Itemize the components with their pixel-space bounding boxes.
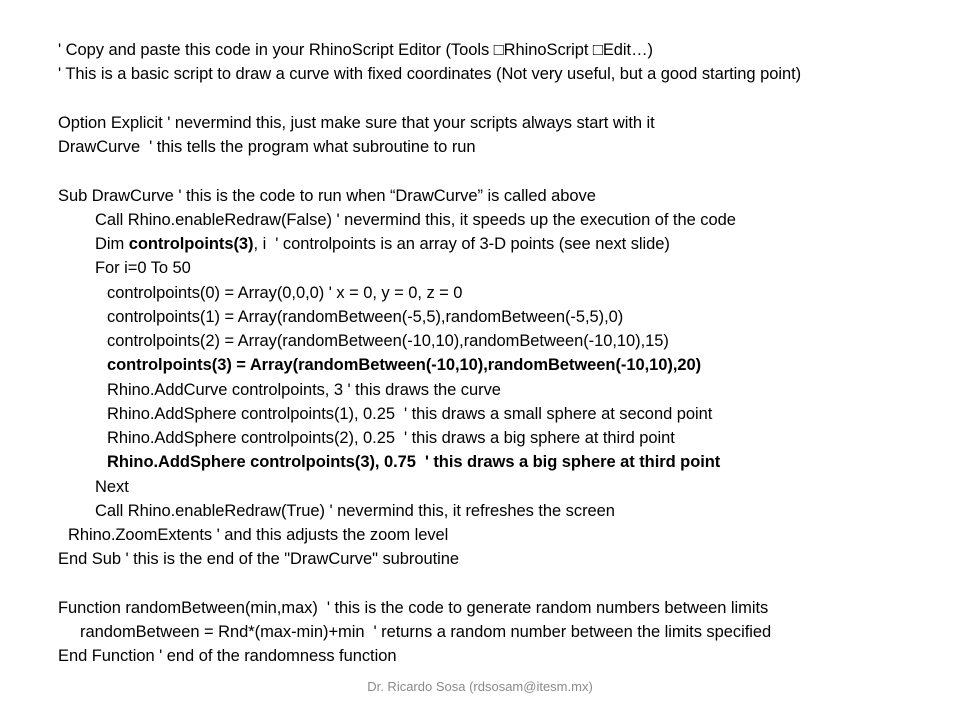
- code-line: Sub DrawCurve ' this is the code to run when “DrawCurve” is called above: [58, 186, 596, 205]
- code-line: Rhino.AddCurve controlpoints, 3 ' this draws the curve: [107, 380, 501, 399]
- code-line: Option Explicit ' nevermind this, just make sure that your scripts always start with it: [58, 113, 655, 132]
- code-line: Rhino.ZoomExtents ' and this adjusts the zoom level: [68, 526, 449, 544]
- code-line: controlpoints(1) = Array(randomBetween(-5,5),randomBetween(-5,5),0): [107, 307, 624, 326]
- code-line: End Function ' end of the randomness function: [58, 647, 397, 666]
- dim-keyword: Dim: [95, 235, 129, 253]
- dim-bold-identifier: controlpoints(3): [128, 235, 254, 253]
- code-line: controlpoints(2) = Array(randomBetween(-10,10),randomBetween(-10,10),15): [107, 332, 669, 350]
- code-line: ' This is a basic script to draw a curve with fixed coordinates (Not very useful, but a good starting point): [58, 65, 802, 84]
- blank-line: [58, 159, 948, 183]
- code-line-dim: [58, 232, 948, 256]
- code-line: Next: [95, 477, 129, 496]
- code-line: For i=0 To 50: [95, 259, 191, 278]
- code-line: End Sub ' this is the end of the "DrawCurve" subroutine: [58, 550, 460, 569]
- code-line-bold: controlpoints(3) = Array(randomBetween(-10,10),randomBetween(-10,10),20): [107, 356, 702, 375]
- code-line: DrawCurve ' this tells the program what subroutine to run: [58, 138, 476, 156]
- blank-line: [58, 87, 948, 111]
- code-line: Call Rhino.enableRedraw(False) ' nevermind this, it speeds up the execution of the code: [95, 210, 736, 229]
- code-line: controlpoints(0) = Array(0,0,0) ' x = 0, y = 0, z = 0: [107, 283, 463, 302]
- code-line: randomBetween = Rnd*(max-min)+min ' returns a random number between the limits specified: [80, 623, 772, 641]
- code-block: [58, 38, 948, 669]
- code-line: Function randomBetween(min,max) ' this is the code to generate random numbers between limits: [58, 598, 769, 617]
- dim-comment: , i ' controlpoints is an array of 3-D points (see next slide): [253, 235, 670, 253]
- code-line: Rhino.AddSphere controlpoints(2), 0.25 ' this draws a big sphere at third point: [107, 429, 675, 447]
- code-line: ' Copy and paste this code in your RhinoScript Editor (Tools □RhinoScript □Edit…): [58, 41, 653, 59]
- slide-footer: Dr. Ricardo Sosa (rdsosam@itesm.mx): [367, 679, 593, 694]
- code-line-bold: Rhino.AddSphere controlpoints(3), 0.75 ' this draws a big sphere at third point: [107, 453, 721, 472]
- code-line: Call Rhino.enableRedraw(True) ' nevermind this, it refreshes the screen: [95, 501, 615, 520]
- blank-line: [58, 572, 948, 596]
- code-line: Rhino.AddSphere controlpoints(1), 0.25 ' this draws a small sphere at second point: [107, 404, 713, 423]
